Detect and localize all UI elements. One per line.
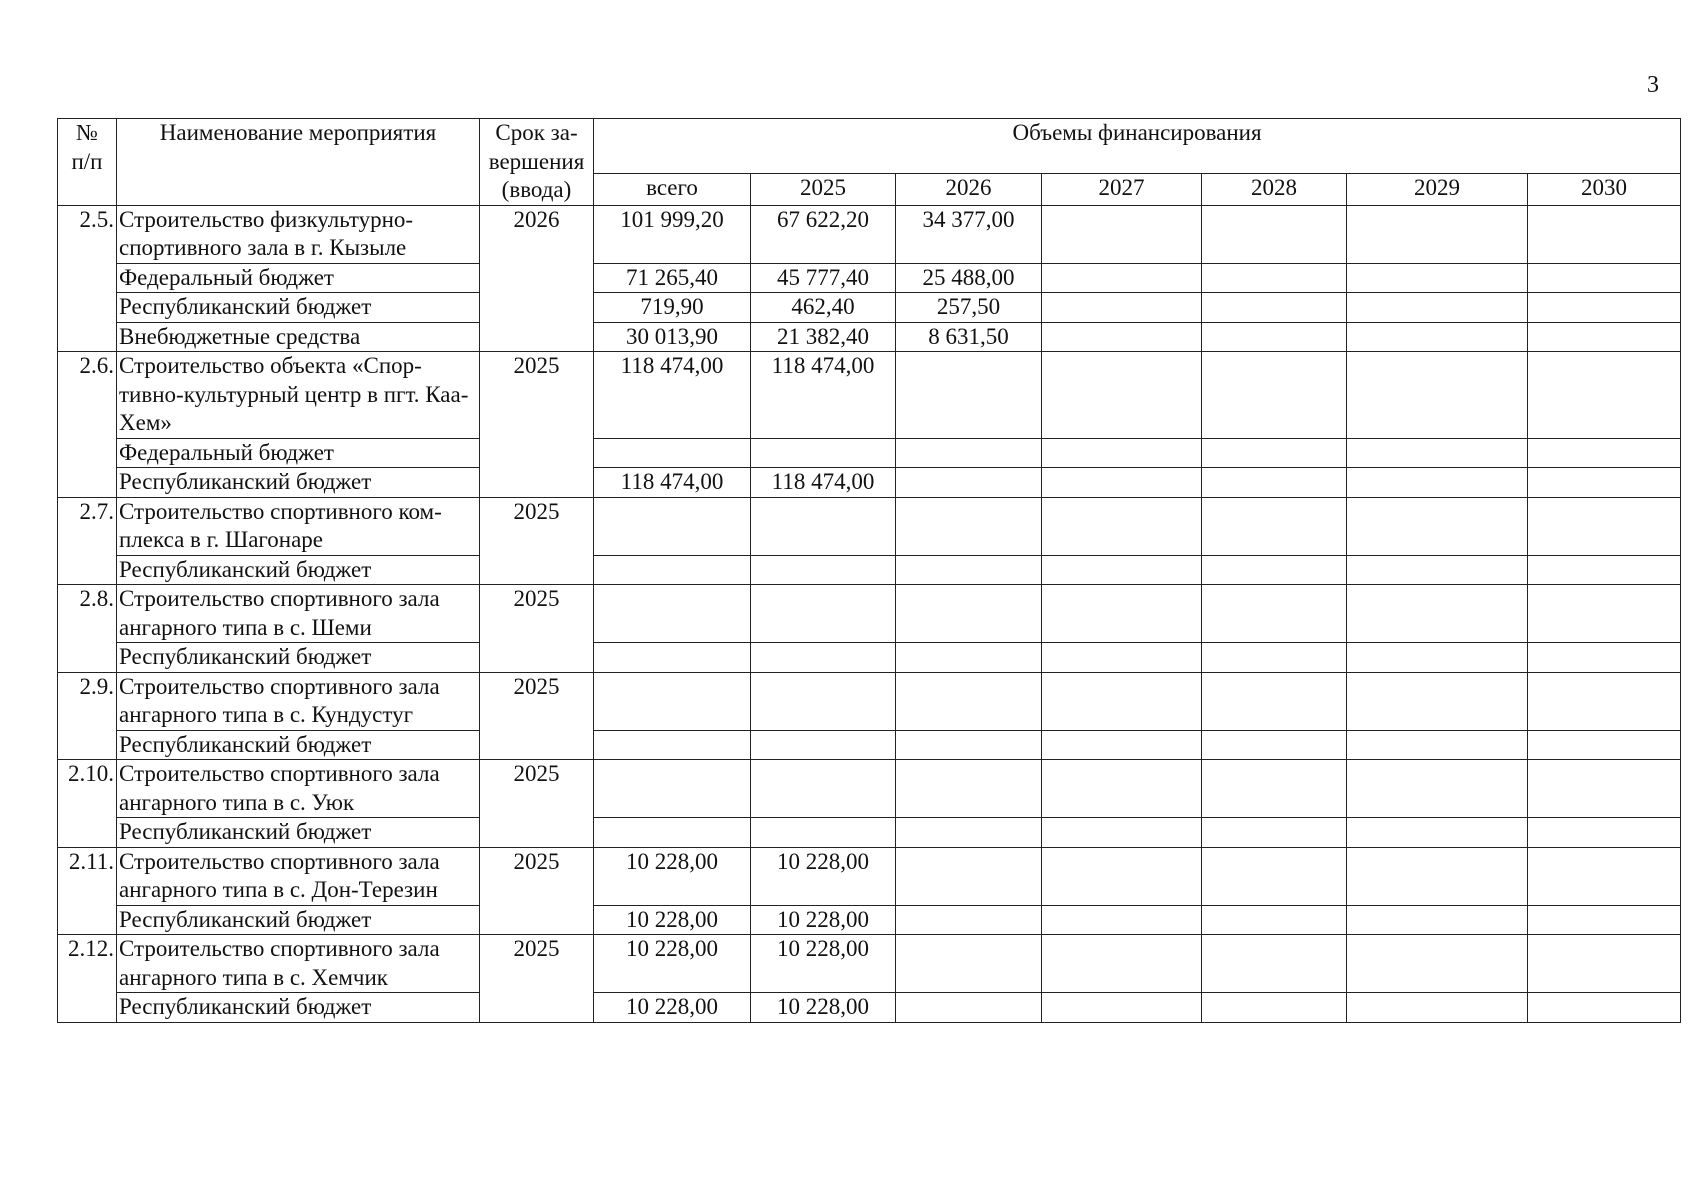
funding-cell (896, 585, 1042, 643)
subcol-header-2028: 2028 (1202, 174, 1347, 206)
funding-cell (1042, 935, 1202, 993)
funding-cell (1202, 205, 1347, 263)
item-term: 2025 (480, 847, 594, 935)
funding-cell (1528, 730, 1681, 760)
funding-cell (1347, 468, 1528, 498)
funding-cell (1528, 935, 1681, 993)
funding-cell (1528, 672, 1681, 730)
item-number: 2.11. (58, 847, 117, 935)
funding-cell (896, 760, 1042, 818)
funding-cell: 45 777,40 (751, 263, 896, 293)
funding-cell (594, 497, 751, 555)
funding-cell (751, 730, 896, 760)
funding-cell: 10 228,00 (594, 935, 751, 993)
funding-cell (1042, 438, 1202, 468)
subcol-header-2025: 2025 (751, 174, 896, 206)
funding-cell (1347, 555, 1528, 585)
funding-cell (1528, 585, 1681, 643)
funding-source-label: Республиканский бюджет (117, 555, 480, 585)
item-title: Строительство объекта «Спор-тивно-культурный центр в пгт. Каа-Хем» (117, 352, 480, 439)
funding-cell: 10 228,00 (751, 935, 896, 993)
table-row (58, 352, 1681, 439)
table-body (58, 205, 1681, 1022)
funding-cell (751, 497, 896, 555)
funding-cell (1528, 818, 1681, 848)
funding-cell (896, 847, 1042, 905)
funding-cell (1042, 760, 1202, 818)
funding-source-label: Федеральный бюджет (117, 263, 480, 293)
table-row-source (58, 322, 1681, 352)
funding-source-label: Республиканский бюджет (117, 993, 480, 1023)
funding-cell (1042, 905, 1202, 935)
funding-cell (1042, 497, 1202, 555)
table-row-source (58, 905, 1681, 935)
funding-cell (1202, 322, 1347, 352)
funding-cell (896, 993, 1042, 1023)
subcol-header-2029: 2029 (1347, 174, 1528, 206)
funding-cell: 10 228,00 (594, 993, 751, 1023)
funding-cell: 21 382,40 (751, 322, 896, 352)
funding-cell (1202, 263, 1347, 293)
funding-cell (1202, 847, 1347, 905)
funding-cell (1347, 818, 1528, 848)
funding-cell (1347, 760, 1528, 818)
item-term: 2025 (480, 585, 594, 673)
table-row (58, 497, 1681, 555)
table-row-source (58, 438, 1681, 468)
funding-cell: 719,90 (594, 293, 751, 323)
funding-cell: 118 474,00 (594, 352, 751, 439)
subcol-header-2027: 2027 (1042, 174, 1202, 206)
funding-cell (896, 555, 1042, 585)
item-title: Строительство спортивного ком-плекса в г. Шагонаре (117, 497, 480, 555)
funding-cell (1042, 818, 1202, 848)
table-row (58, 205, 1681, 263)
item-title: Строительство спортивного зала ангарного типа в с. Кундустуг (117, 672, 480, 730)
funding-cell (1347, 585, 1528, 643)
funding-cell (1528, 993, 1681, 1023)
funding-source-label: Республиканский бюджет (117, 730, 480, 760)
funding-cell (594, 438, 751, 468)
funding-cell (1202, 672, 1347, 730)
funding-cell (1347, 352, 1528, 439)
table-row-source (58, 555, 1681, 585)
funding-cell (1528, 322, 1681, 352)
funding-cell: 10 228,00 (751, 847, 896, 905)
funding-cell (1042, 643, 1202, 673)
item-number: 2.5. (58, 205, 117, 352)
funding-cell: 118 474,00 (751, 468, 896, 498)
funding-cell (594, 555, 751, 585)
funding-cell (1202, 585, 1347, 643)
funding-cell: 462,40 (751, 293, 896, 323)
table-row-source (58, 293, 1681, 323)
item-title: Строительство спортивного зала ангарного типа в с. Шеми (117, 585, 480, 643)
col-header-number-line2: п/п (71, 148, 103, 174)
funding-cell (1347, 672, 1528, 730)
funding-cell (1202, 468, 1347, 498)
funding-cell (1202, 993, 1347, 1023)
header-row-1 (58, 119, 1681, 174)
funding-cell (1202, 643, 1347, 673)
col-header-number (58, 119, 117, 206)
funding-cell (1528, 205, 1681, 263)
item-term: 2025 (480, 935, 594, 1023)
funding-cell (896, 497, 1042, 555)
funding-cell (896, 818, 1042, 848)
item-term: 2025 (480, 760, 594, 848)
funding-cell (1347, 905, 1528, 935)
funding-cell (1202, 760, 1347, 818)
page-number: 3 (1647, 72, 1659, 98)
funding-cell (1042, 352, 1202, 439)
col-header-term-line2: вершения (488, 148, 585, 174)
subcol-header-total: всего (594, 174, 751, 206)
funding-cell (751, 643, 896, 673)
funding-cell (1347, 293, 1528, 323)
funding-cell (1042, 847, 1202, 905)
funding-cell (751, 760, 896, 818)
funding-cell (1528, 468, 1681, 498)
funding-cell (1347, 322, 1528, 352)
funding-cell (896, 352, 1042, 439)
item-title: Строительство спортивного зала ангарного типа в с. Уюк (117, 760, 480, 818)
funding-cell (1528, 263, 1681, 293)
funding-cell (751, 555, 896, 585)
funding-cell: 10 228,00 (594, 847, 751, 905)
subcol-header-2026: 2026 (896, 174, 1042, 206)
funding-cell (1202, 438, 1347, 468)
funding-cell (751, 585, 896, 643)
item-term: 2025 (480, 497, 594, 585)
funding-cell (1528, 760, 1681, 818)
item-number: 2.7. (58, 497, 117, 585)
funding-cell (1202, 935, 1347, 993)
item-title: Строительство спортивного зала ангарного типа в с. Дон-Терезин (117, 847, 480, 905)
funding-cell (1347, 847, 1528, 905)
funding-cell (1347, 935, 1528, 993)
funding-cell (896, 935, 1042, 993)
funding-cell: 101 999,20 (594, 205, 751, 263)
funding-cell: 10 228,00 (751, 905, 896, 935)
financing-table (57, 118, 1681, 1023)
table-row-source (58, 263, 1681, 293)
col-header-funding: Объемы финансирования (594, 119, 1681, 174)
funding-cell (1042, 585, 1202, 643)
funding-cell (896, 905, 1042, 935)
table-row (58, 585, 1681, 643)
item-number: 2.12. (58, 935, 117, 1023)
funding-cell: 71 265,40 (594, 263, 751, 293)
funding-cell: 257,50 (896, 293, 1042, 323)
funding-cell (1347, 205, 1528, 263)
table-row-source (58, 730, 1681, 760)
funding-cell (1528, 438, 1681, 468)
item-title: Строительство физкультурно-спортивного зала в г. Кызыле (117, 205, 480, 263)
funding-source-label: Республиканский бюджет (117, 905, 480, 935)
funding-cell (1042, 730, 1202, 760)
funding-cell (1202, 730, 1347, 760)
col-header-term (480, 119, 594, 206)
funding-cell (1042, 293, 1202, 323)
funding-cell (1528, 555, 1681, 585)
item-number: 2.6. (58, 352, 117, 498)
funding-cell: 118 474,00 (594, 468, 751, 498)
funding-source-label: Республиканский бюджет (117, 643, 480, 673)
funding-source-label: Республиканский бюджет (117, 468, 480, 498)
table-row-source (58, 993, 1681, 1023)
subcol-header-2030: 2030 (1528, 174, 1681, 206)
funding-cell (1528, 847, 1681, 905)
funding-cell: 8 631,50 (896, 322, 1042, 352)
funding-cell (594, 818, 751, 848)
item-number: 2.10. (58, 760, 117, 848)
funding-cell (751, 672, 896, 730)
funding-cell (896, 672, 1042, 730)
funding-cell (1042, 468, 1202, 498)
funding-source-label: Республиканский бюджет (117, 818, 480, 848)
funding-cell (896, 468, 1042, 498)
funding-cell (1042, 322, 1202, 352)
item-term: 2026 (480, 205, 594, 352)
funding-cell: 67 622,20 (751, 205, 896, 263)
funding-cell (896, 643, 1042, 673)
table-row (58, 672, 1681, 730)
funding-cell (1042, 263, 1202, 293)
table-row (58, 760, 1681, 818)
funding-cell: 34 377,00 (896, 205, 1042, 263)
funding-cell (1042, 993, 1202, 1023)
funding-cell (1347, 497, 1528, 555)
funding-cell: 25 488,00 (896, 263, 1042, 293)
funding-cell (896, 438, 1042, 468)
funding-source-label: Федеральный бюджет (117, 438, 480, 468)
item-title: Строительство спортивного зала ангарного типа в с. Хемчик (117, 935, 480, 993)
funding-cell (1202, 555, 1347, 585)
funding-cell (1202, 497, 1347, 555)
funding-cell (1528, 905, 1681, 935)
table-row-source (58, 818, 1681, 848)
funding-cell (1042, 205, 1202, 263)
funding-cell (1347, 730, 1528, 760)
funding-cell (1202, 905, 1347, 935)
funding-cell: 10 228,00 (751, 993, 896, 1023)
funding-cell (594, 760, 751, 818)
funding-cell (1528, 293, 1681, 323)
funding-cell (594, 730, 751, 760)
item-number: 2.9. (58, 672, 117, 760)
funding-cell (594, 672, 751, 730)
funding-source-label: Республиканский бюджет (117, 293, 480, 323)
funding-cell: 30 013,90 (594, 322, 751, 352)
funding-cell (594, 585, 751, 643)
funding-cell (1528, 643, 1681, 673)
funding-cell (1347, 438, 1528, 468)
funding-cell (1528, 497, 1681, 555)
funding-cell (1202, 818, 1347, 848)
table-row-source (58, 468, 1681, 498)
table-row-source (58, 643, 1681, 673)
funding-source-label: Внебюджетные средства (117, 322, 480, 352)
funding-cell (751, 438, 896, 468)
funding-cell (1528, 352, 1681, 439)
funding-cell (1347, 993, 1528, 1023)
funding-cell (1042, 672, 1202, 730)
funding-cell (1042, 555, 1202, 585)
col-header-term-line1: Срок за- (495, 120, 578, 145)
funding-cell (1202, 293, 1347, 323)
item-term: 2025 (480, 352, 594, 498)
funding-cell (1202, 352, 1347, 439)
table-row (58, 847, 1681, 905)
funding-cell (751, 818, 896, 848)
funding-cell (1347, 643, 1528, 673)
funding-cell (1347, 263, 1528, 293)
col-header-number-line1: № (76, 120, 98, 145)
item-number: 2.8. (58, 585, 117, 673)
funding-cell: 118 474,00 (751, 352, 896, 439)
funding-cell (896, 730, 1042, 760)
funding-cell (594, 643, 751, 673)
funding-cell: 10 228,00 (594, 905, 751, 935)
col-header-name: Наименование мероприятия (117, 119, 480, 206)
item-term: 2025 (480, 672, 594, 760)
table-row (58, 935, 1681, 993)
col-header-term-line3: (ввода) (501, 177, 572, 202)
